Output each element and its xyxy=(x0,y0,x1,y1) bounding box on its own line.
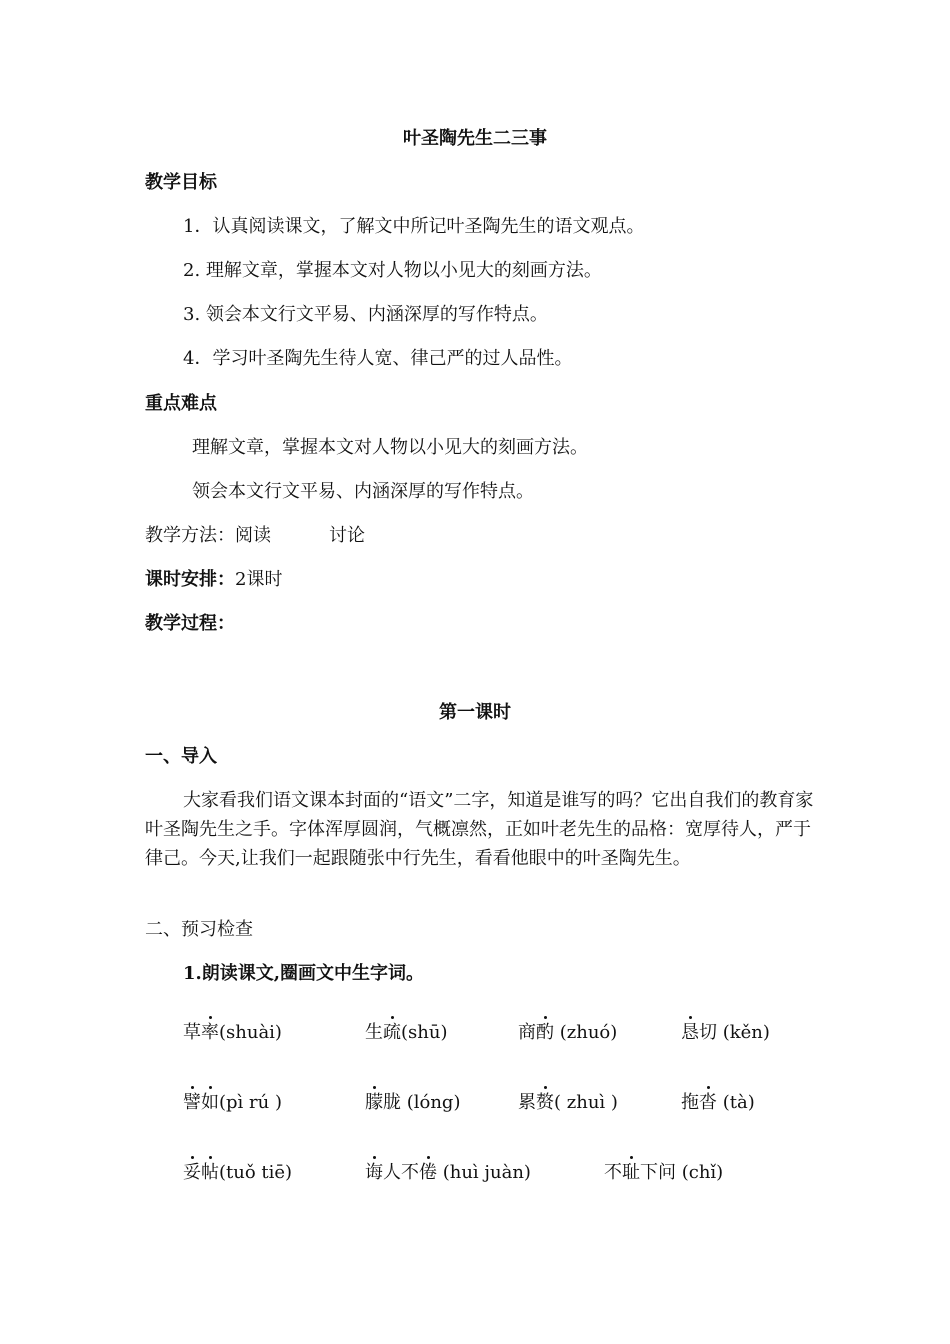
vocab-item: 不耻下问 (chǐ) xyxy=(604,1162,724,1183)
vocab-item: 累赘( zhuì ) xyxy=(518,1092,618,1113)
intro-heading: 一、导入 xyxy=(145,746,217,767)
vocab-item: 草率(shuài) xyxy=(183,1022,282,1043)
schedule-value: 2课时 xyxy=(235,569,283,590)
goal-item-2: 2. 理解文章，掌握本文对人物以小见大的刻画方法。 xyxy=(183,260,602,281)
intro-paragraph: 大家看我们语文课本封面的“语文”二字，知道是谁写的吗？它出自我们的教育家叶圣陶先生之手。字体浑厚圆润，气概凛然，正如叶老先生的品格：宽厚待人，严于律己。今天,让我们一起跟随张中行先生，看看他眼中的叶圣陶先生。 xyxy=(145,790,814,869)
method-label: 教学方法： xyxy=(145,525,235,546)
goal-item-1: 1．认真阅读课文，了解文中所记叶圣陶先生的语文观点。 xyxy=(183,216,645,237)
key-point-2: 领会本文行文平易、内涵深厚的写作特点。 xyxy=(192,481,534,502)
method-reading: 阅读 xyxy=(235,525,271,546)
vocab-item: 诲人不倦 (huì juàn) xyxy=(365,1162,531,1183)
schedule-line xyxy=(145,569,282,591)
key-points-heading: 重点难点 xyxy=(145,393,217,414)
vocab-item: 朦胧 (lóng) xyxy=(365,1092,461,1113)
preview-heading: 二、预习检查 xyxy=(145,919,253,940)
goals-heading: 教学目标 xyxy=(145,172,217,193)
lesson-heading: 第一课时 xyxy=(439,702,511,723)
vocab-item: 生疏(shū) xyxy=(365,1022,448,1043)
method-discussion: 讨论 xyxy=(329,525,365,546)
goal-item-3: 3. 领会本文行文平易、内涵深厚的写作特点。 xyxy=(183,304,548,325)
vocab-item: 拖沓 (tà) xyxy=(681,1092,755,1113)
vocab-item: 商酌 (zhuó) xyxy=(518,1022,618,1043)
vocab-item: 恳切 (kěn) xyxy=(681,1022,770,1043)
goal-item-4: 4．学习叶圣陶先生待人宽、律己严的过人品性。 xyxy=(183,348,573,369)
vocab-item: 譬如(pì rú ) xyxy=(183,1092,282,1113)
task-1: 1.朗读课文,圈画文中生字词。 xyxy=(183,963,425,984)
vocab-item: 妥帖(tuǒ tiē) xyxy=(183,1162,293,1183)
method-line xyxy=(145,525,365,547)
document-title: 叶圣陶先生二三事 xyxy=(403,128,547,149)
schedule-label: 课时安排： xyxy=(145,569,235,590)
process-heading: 教学过程： xyxy=(145,613,235,634)
key-point-1: 理解文章，掌握本文对人物以小见大的刻画方法。 xyxy=(192,437,588,458)
